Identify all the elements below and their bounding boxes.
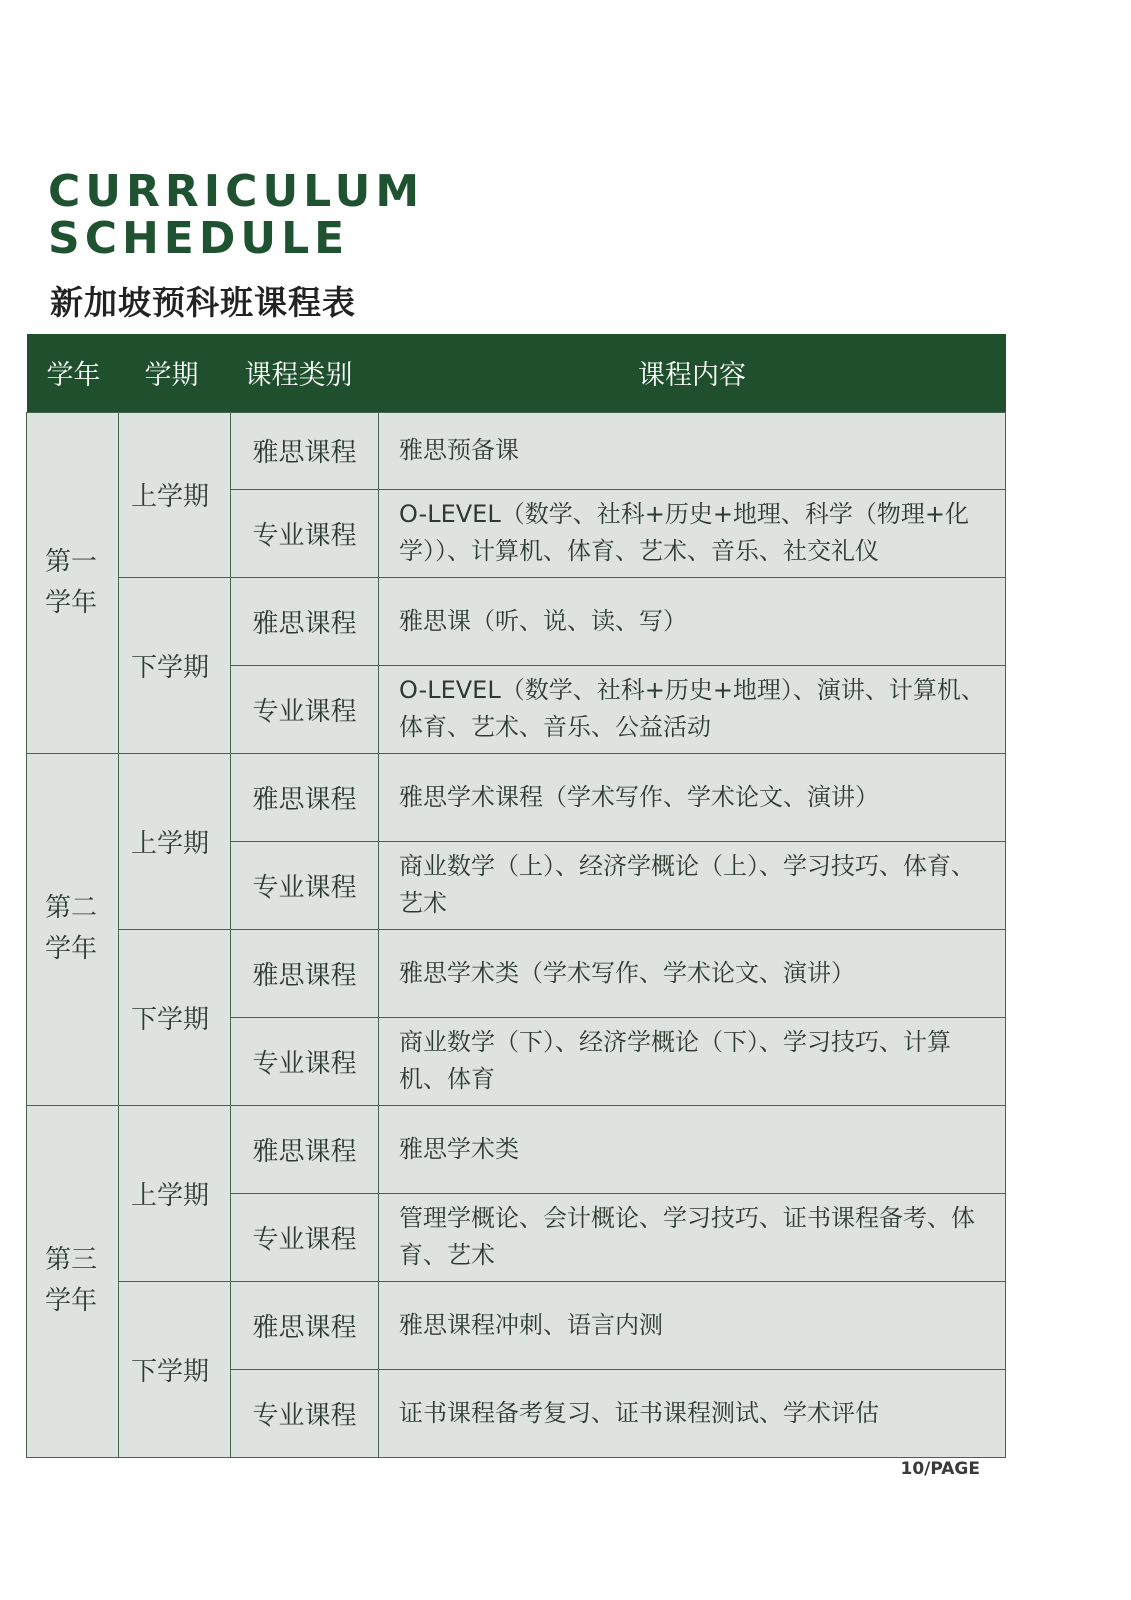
table-header xyxy=(27,334,1006,412)
category-cell: 专业课程 xyxy=(231,665,379,753)
content-cell: 商业数学（上）、经济学概论（上）、学习技巧、体育、艺术 xyxy=(379,841,1006,929)
year-cell xyxy=(27,1105,119,1457)
header-content: 课程内容 xyxy=(379,334,1006,412)
category-cell: 雅思课程 xyxy=(231,1105,379,1193)
term-cell: 下学期 xyxy=(119,929,231,1105)
year-label-line-1: 第三 xyxy=(45,1245,98,1275)
category-cell: 雅思课程 xyxy=(231,929,379,1017)
year-label-line-1: 第一 xyxy=(45,546,98,577)
content-cell: 雅思学术类 xyxy=(379,1105,1006,1193)
content-cell: 雅思课程冲刺、语言内测 xyxy=(379,1281,1006,1369)
page-title-en-line-2: SCHEDULE xyxy=(48,213,350,264)
page-title-en-line-1: CURRICULUM xyxy=(48,166,425,217)
content-cell: 商业数学（下）、经济学概论（下）、学习技巧、计算机、体育 xyxy=(379,1017,1006,1105)
content-cell: O-LEVEL（数学、社科+历史+地理）、演讲、计算机、体育、艺术、音乐、公益活动 xyxy=(379,665,1006,753)
table-row xyxy=(27,412,1006,489)
category-cell: 雅思课程 xyxy=(231,412,379,489)
year-label-line-2: 学年 xyxy=(45,1286,98,1316)
category-cell: 专业课程 xyxy=(231,841,379,929)
content-cell: 雅思预备课 xyxy=(379,412,1006,489)
table-row xyxy=(27,577,1006,665)
content-cell: 管理学概论、会计概论、学习技巧、证书课程备考、体育、艺术 xyxy=(379,1193,1006,1281)
page-title-cn: 新加坡预科班课程表 xyxy=(50,283,356,322)
header-category: 课程类别 xyxy=(231,334,379,412)
category-cell: 专业课程 xyxy=(231,1017,379,1105)
header-year: 学年 xyxy=(27,334,119,412)
table-body xyxy=(27,412,1006,1457)
curriculum-table xyxy=(26,334,1006,1458)
category-cell: 雅思课程 xyxy=(231,577,379,665)
term-cell: 上学期 xyxy=(119,753,231,929)
page-number: 10/PAGE xyxy=(900,1459,980,1479)
year-cell xyxy=(27,753,119,1105)
table-row xyxy=(27,1105,1006,1193)
year-label-line-2: 学年 xyxy=(45,934,98,964)
category-cell: 雅思课程 xyxy=(231,753,379,841)
category-cell: 专业课程 xyxy=(231,1193,379,1281)
year-label-line-2: 学年 xyxy=(45,587,98,618)
content-cell: 雅思学术课程（学术写作、学术论文、演讲） xyxy=(379,753,1006,841)
content-cell: 雅思课（听、说、读、写） xyxy=(379,577,1006,665)
year-label-line-1: 第二 xyxy=(45,893,98,923)
term-cell: 下学期 xyxy=(119,577,231,753)
category-cell: 专业课程 xyxy=(231,489,379,577)
header-term: 学期 xyxy=(119,334,231,412)
content-cell: 证书课程备考复习、证书课程测试、学术评估 xyxy=(379,1369,1006,1457)
term-cell: 上学期 xyxy=(119,1105,231,1281)
content-cell: O-LEVEL（数学、社科+历史+地理、科学（物理+化学））、计算机、体育、艺术、音乐、社交礼仪 xyxy=(379,489,1006,577)
page-title-en xyxy=(48,168,424,262)
table-row xyxy=(27,753,1006,841)
header-row xyxy=(27,334,1006,412)
term-cell: 上学期 xyxy=(119,412,231,577)
category-cell: 雅思课程 xyxy=(231,1281,379,1369)
content-cell: 雅思学术类（学术写作、学术论文、演讲） xyxy=(379,929,1006,1017)
year-cell xyxy=(27,412,119,753)
table-row xyxy=(27,1281,1006,1369)
category-cell: 专业课程 xyxy=(231,1369,379,1457)
table-row xyxy=(27,929,1006,1017)
term-cell: 下学期 xyxy=(119,1281,231,1457)
